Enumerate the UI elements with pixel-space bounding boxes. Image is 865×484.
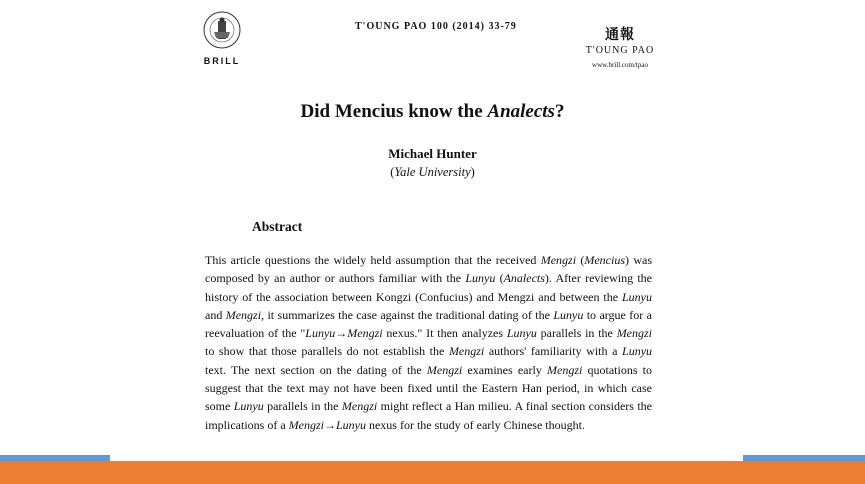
author-name: Michael Hunter (388, 146, 477, 161)
abstract-body: This article questions the widely held assumption that the received Mengzi (Mencius) was composed by an author or authors familiar with the Lunyu (Analects). After reviewing the history of the association between Kongzi (Confucius) and Mengzi and between the Lunyu and Mengzi, it summarizes the case against the traditional dating of the Lunyu to argue for a reevaluation of the "Lunyu→Mengzi nexus." It then analyzes Lunyu parallels in the Mengzi to show that those parallels do not establish the Mengzi authors' familiarity with a Lunyu text. The next section on the dating of the Mengzi examines early Mengzi quotations to suggest that the text may not have been fixed until the Eastern Han period, in which case some Lunyu parallels in the Mengzi might reflect a Han milieu. A final section considers the implications of a Mengzi→Lunyu nexus for the study of early Chinese thought. (205, 253, 653, 432)
journal-name: T'OUNG PAO (585, 45, 655, 56)
journal-url: www.brill.com/tpao (592, 61, 648, 69)
decorative-orange-bar (0, 461, 865, 484)
chinese-title: 通報 (605, 27, 635, 43)
page-header (0, 0, 865, 80)
journal-masthead (580, 24, 660, 69)
brill-seal-icon (202, 10, 242, 50)
abstract-heading: Abstract (252, 219, 303, 234)
article-title: Did Mencius know the Analects? (300, 101, 565, 122)
author-affiliation: (Yale University) (390, 165, 475, 179)
publisher-name: BRILL (203, 56, 241, 66)
brill-logo (196, 10, 248, 70)
journal-citation: T'OUNG PAO 100 (2014) 33-79 (355, 21, 517, 32)
